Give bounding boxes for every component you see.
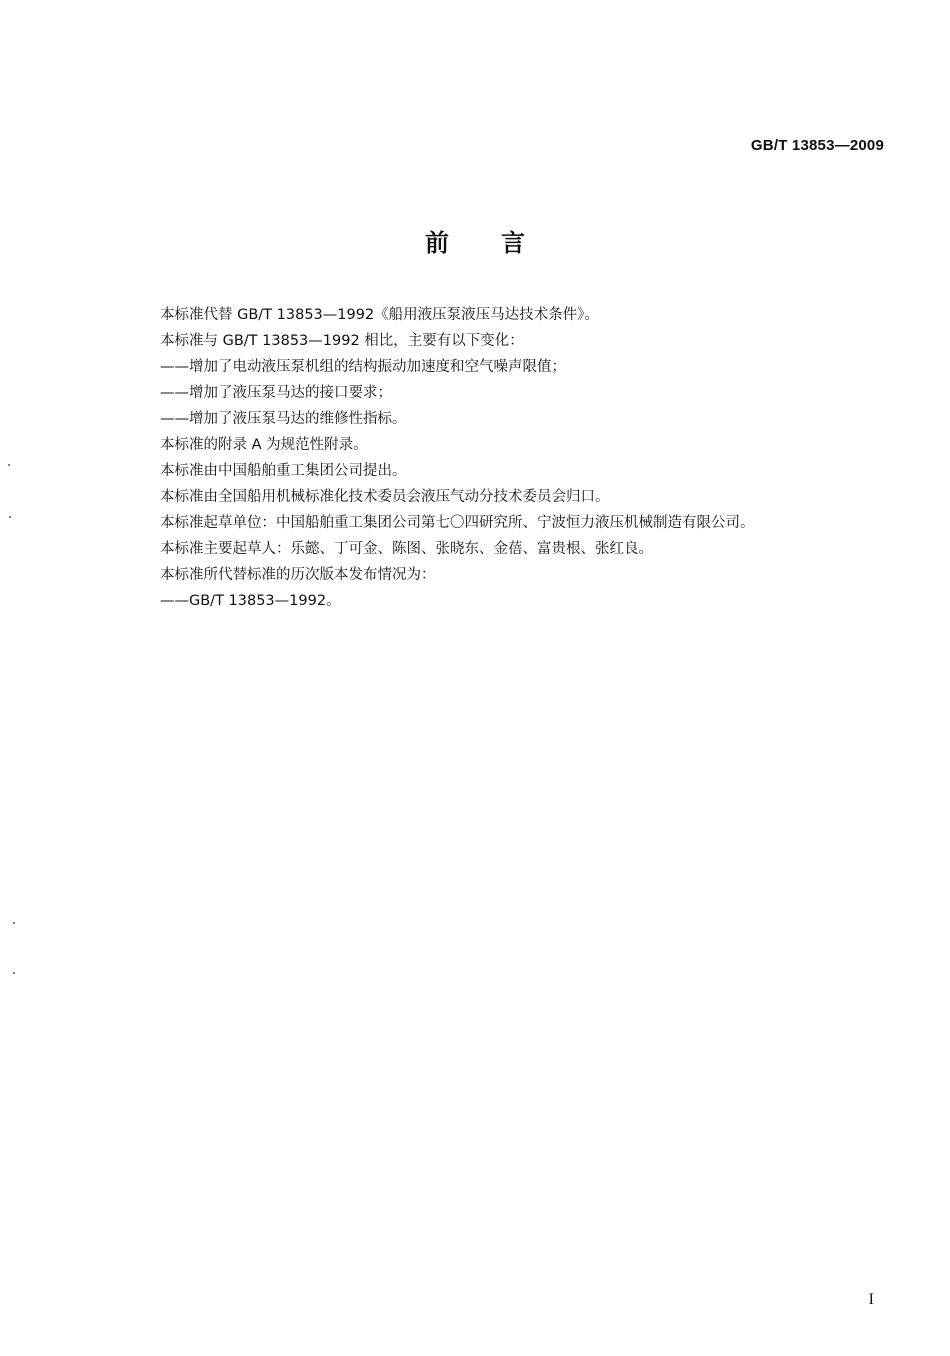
paragraph-replaces: 本标准代替 GB/T 13853—1992《船用液压泵液压马达技术条件》。 [160,307,599,323]
scan-speck [8,464,10,466]
foreword-body [160,302,880,614]
paragraph-history-intro: 本标准所代替标准的历次版本发布情况为： [160,567,436,583]
paragraph-drafters: 本标准主要起草人：乐懿、丁可金、陈图、张晓东、金蓓、富贵根、张红良。 [160,541,653,557]
scan-speck [13,972,15,974]
paragraph-committee: 本标准由全国船用机械标准化技术委员会液压气动分技术委员会归口。 [160,489,610,505]
standard-code: GB/T 13853—2009 [750,137,884,154]
page-number: I [868,1291,874,1308]
page-title: 前言 [425,229,577,257]
history-item: ——GB/T 13853—1992。 [160,593,341,609]
paragraph-drafting-units: 本标准起草单位：中国船舶重工集团公司第七〇四研究所、宁波恒力液压机械制造有限公司。 [160,515,755,531]
paragraph-changes-intro: 本标准与 GB/T 13853—1992 相比，主要有以下变化： [160,333,524,349]
paragraph-proposer: 本标准由中国船舶重工集团公司提出。 [160,463,407,479]
paragraph-appendix: 本标准的附录 A 为规范性附录。 [160,437,368,453]
scan-speck [13,922,15,924]
scan-speck [9,516,11,518]
change-item-maintainability: ——增加了液压泵马达的维修性指标。 [160,411,407,427]
change-item-vibration-noise: ——增加了电动液压泵机组的结构振动加速度和空气噪声限值； [160,359,566,375]
change-item-interface: ——增加了液压泵马达的接口要求； [160,385,392,401]
